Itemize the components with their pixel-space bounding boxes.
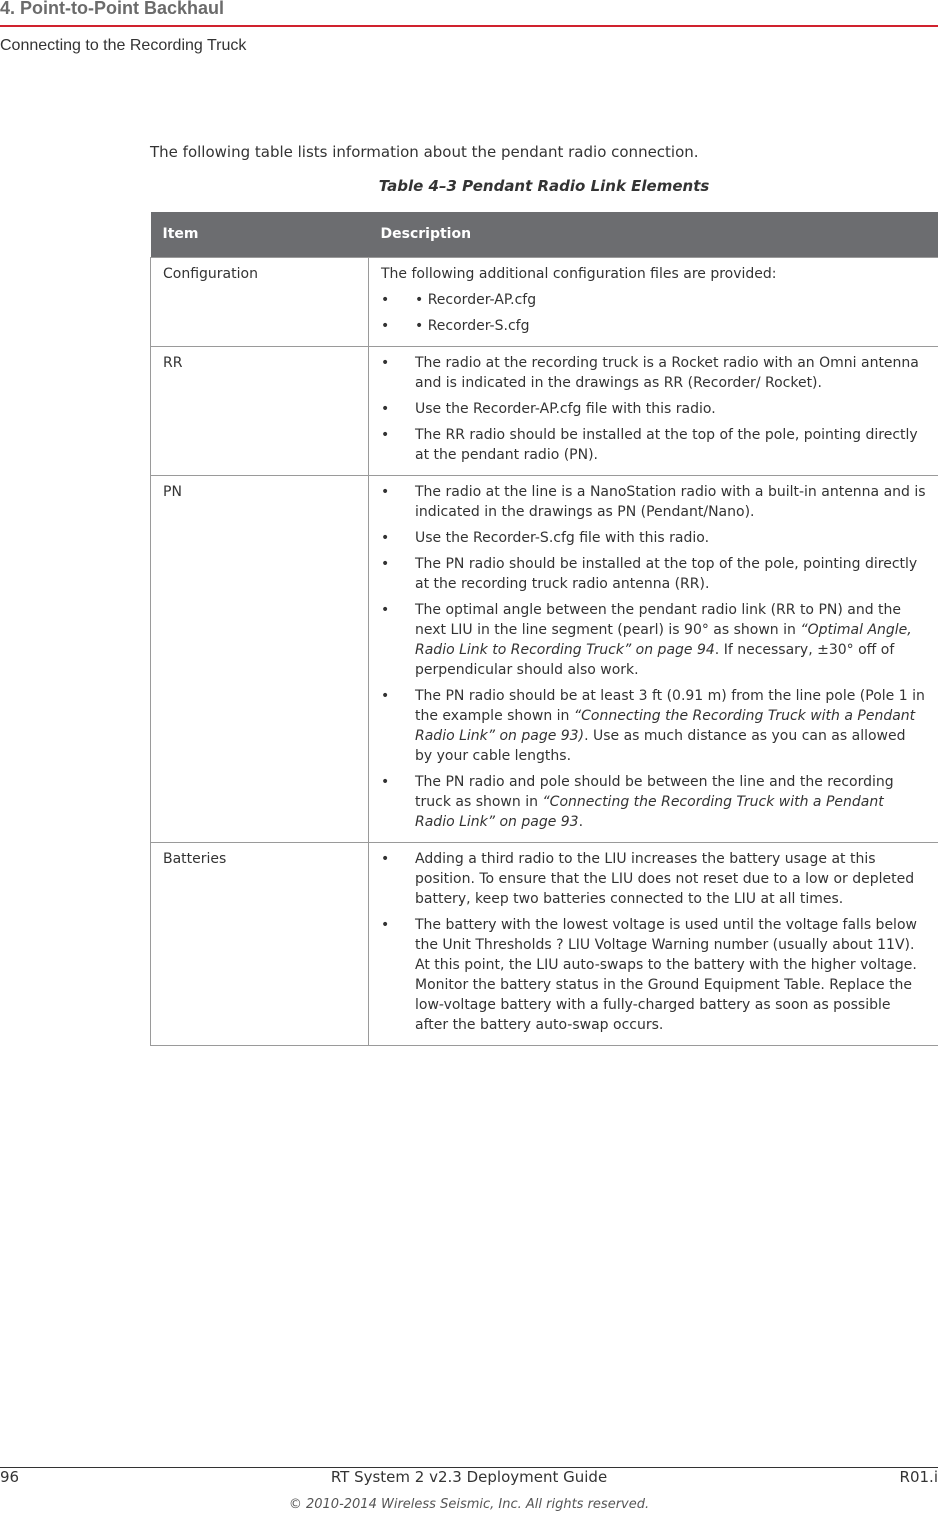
bullet-item xyxy=(381,915,926,1035)
bullet-item xyxy=(381,849,926,909)
section-title: Connecting to the Recording Truck xyxy=(0,37,247,54)
guide-title: RT System 2 v2.3 Deployment Guide xyxy=(330,1468,608,1486)
bullet-text: Adding a third radio to the LIU increases the battery usage at this position. To ensure that the LIU does not reset due to a low or depleted battery, keep two batteries connected to the LIU at all times. xyxy=(415,850,915,907)
column-header-description: Description xyxy=(369,212,938,257)
bullet-icon: • xyxy=(381,354,390,371)
bullet-icon: • xyxy=(381,483,390,500)
bullet-item xyxy=(381,353,926,393)
bullet-text: The PN radio should be installed at the top of the pole, pointing directly at the recording truck radio antenna (RR). xyxy=(415,555,918,592)
table-row xyxy=(151,257,938,346)
bullet-text: The optimal angle between the pendant radio link (RR to PN) and the next LIU in the line segment (pearl) is 90° as shown in xyxy=(415,601,902,638)
description-cell xyxy=(369,257,938,346)
copyright-notice: © 2010-2014 Wireless Seismic, Inc. All rights reserved. xyxy=(288,1497,650,1512)
bullet-item xyxy=(381,425,926,465)
bullet-text: The radio at the recording truck is a Rocket radio with an Omni antenna and is indicated in the drawings as RR (Recorder/ Rocket). xyxy=(415,354,919,391)
item-cell: Configuration xyxy=(151,257,369,346)
bullet-item xyxy=(381,528,926,548)
bullet-list xyxy=(381,290,926,336)
bullet-item xyxy=(381,772,926,832)
table-header-row xyxy=(151,212,938,257)
bullet-text: The RR radio should be installed at the top of the pole, pointing directly at the pendant radio (PN). xyxy=(415,426,918,463)
bullet-item xyxy=(381,316,926,336)
bullet-item xyxy=(381,482,926,522)
bullet-icon: • xyxy=(381,426,390,443)
description-cell xyxy=(369,842,938,1045)
table-caption: Table 4–3 Pendant Radio Link Elements xyxy=(378,177,710,195)
table-row xyxy=(151,346,938,475)
bullet-list xyxy=(381,482,926,832)
cross-reference: “Connecting the Recording Truck with a Pendant Radio Link” on page 93) xyxy=(415,707,916,744)
table-row xyxy=(151,842,938,1045)
description-intro: The following additional configuration files are provided: xyxy=(381,265,777,282)
bullet-icon: • xyxy=(381,400,390,417)
revision-label: R01.i xyxy=(899,1468,938,1486)
pendant-radio-table xyxy=(150,212,938,1046)
bullet-icon: • xyxy=(381,291,390,308)
bullet-text: The PN radio should be at least 3 ft (0.91 m) from the line pole (Pole 1 in the example shown in xyxy=(415,687,925,724)
bullet-text: • Recorder-AP.cfg xyxy=(415,291,537,308)
description-cell xyxy=(369,475,938,842)
bullet-item xyxy=(381,600,926,680)
bullet-text: The PN radio and pole should be between the line and the recording truck as shown in xyxy=(415,773,894,810)
bullet-text: • Recorder-S.cfg xyxy=(415,317,530,334)
page-number: 96 xyxy=(0,1468,20,1486)
bullet-item xyxy=(381,290,926,310)
bullet-text: The radio at the line is a NanoStation radio with a built-in antenna and is indicated in the drawings as PN (Pendant/Nano). xyxy=(415,483,926,520)
bullet-icon: • xyxy=(381,601,390,618)
column-header-item: Item xyxy=(151,212,369,257)
bullet-list xyxy=(381,849,926,1035)
item-cell: PN xyxy=(151,475,369,842)
bullet-item xyxy=(381,554,926,594)
bullet-text: The battery with the lowest voltage is used until the voltage falls below the Unit Thresholds ? LIU Voltage Warning number (usually about 11V). At this point, the LIU auto-swaps to the battery with the higher voltage. Monitor the battery status in the Ground Equipment Table. Replace the low-voltage battery with a fully-charged battery as soon as possible after the battery auto-swap occurs. xyxy=(415,916,917,1033)
bullet-icon: • xyxy=(381,687,390,704)
bullet-icon: • xyxy=(381,555,390,572)
bullet-icon: • xyxy=(381,916,390,933)
bullet-text: . If necessary, ±30° off of perpendicular should also work. xyxy=(415,641,895,678)
bullet-icon: • xyxy=(381,773,390,790)
bullet-icon: • xyxy=(381,529,390,546)
bullet-text: . Use as much distance as you can as allowed by your cable lengths. xyxy=(415,727,906,764)
bullet-text: Use the Recorder-S.cfg file with this radio. xyxy=(415,529,710,546)
chapter-title: 4. Point-to-Point Backhaul xyxy=(0,0,225,18)
table-body xyxy=(151,257,938,1045)
bullet-text: Use the Recorder-AP.cfg file with this radio. xyxy=(415,400,716,417)
bullet-item xyxy=(381,686,926,766)
bullet-text: . xyxy=(578,813,584,830)
item-cell: Batteries xyxy=(151,842,369,1045)
bullet-icon: • xyxy=(381,850,390,867)
item-cell: RR xyxy=(151,346,369,475)
description-cell xyxy=(369,346,938,475)
header-divider xyxy=(0,25,938,27)
bullet-list xyxy=(381,353,926,465)
cross-reference: “Connecting the Recording Truck with a Pendant Radio Link” on page 93 xyxy=(415,793,884,830)
bullet-icon: • xyxy=(381,317,390,334)
intro-text: The following table lists information about the pendant radio connection. xyxy=(150,143,699,161)
cross-reference: “Optimal Angle, Radio Link to Recording Truck” on page 94 xyxy=(415,621,912,658)
bullet-item xyxy=(381,399,926,419)
table-row xyxy=(151,475,938,842)
